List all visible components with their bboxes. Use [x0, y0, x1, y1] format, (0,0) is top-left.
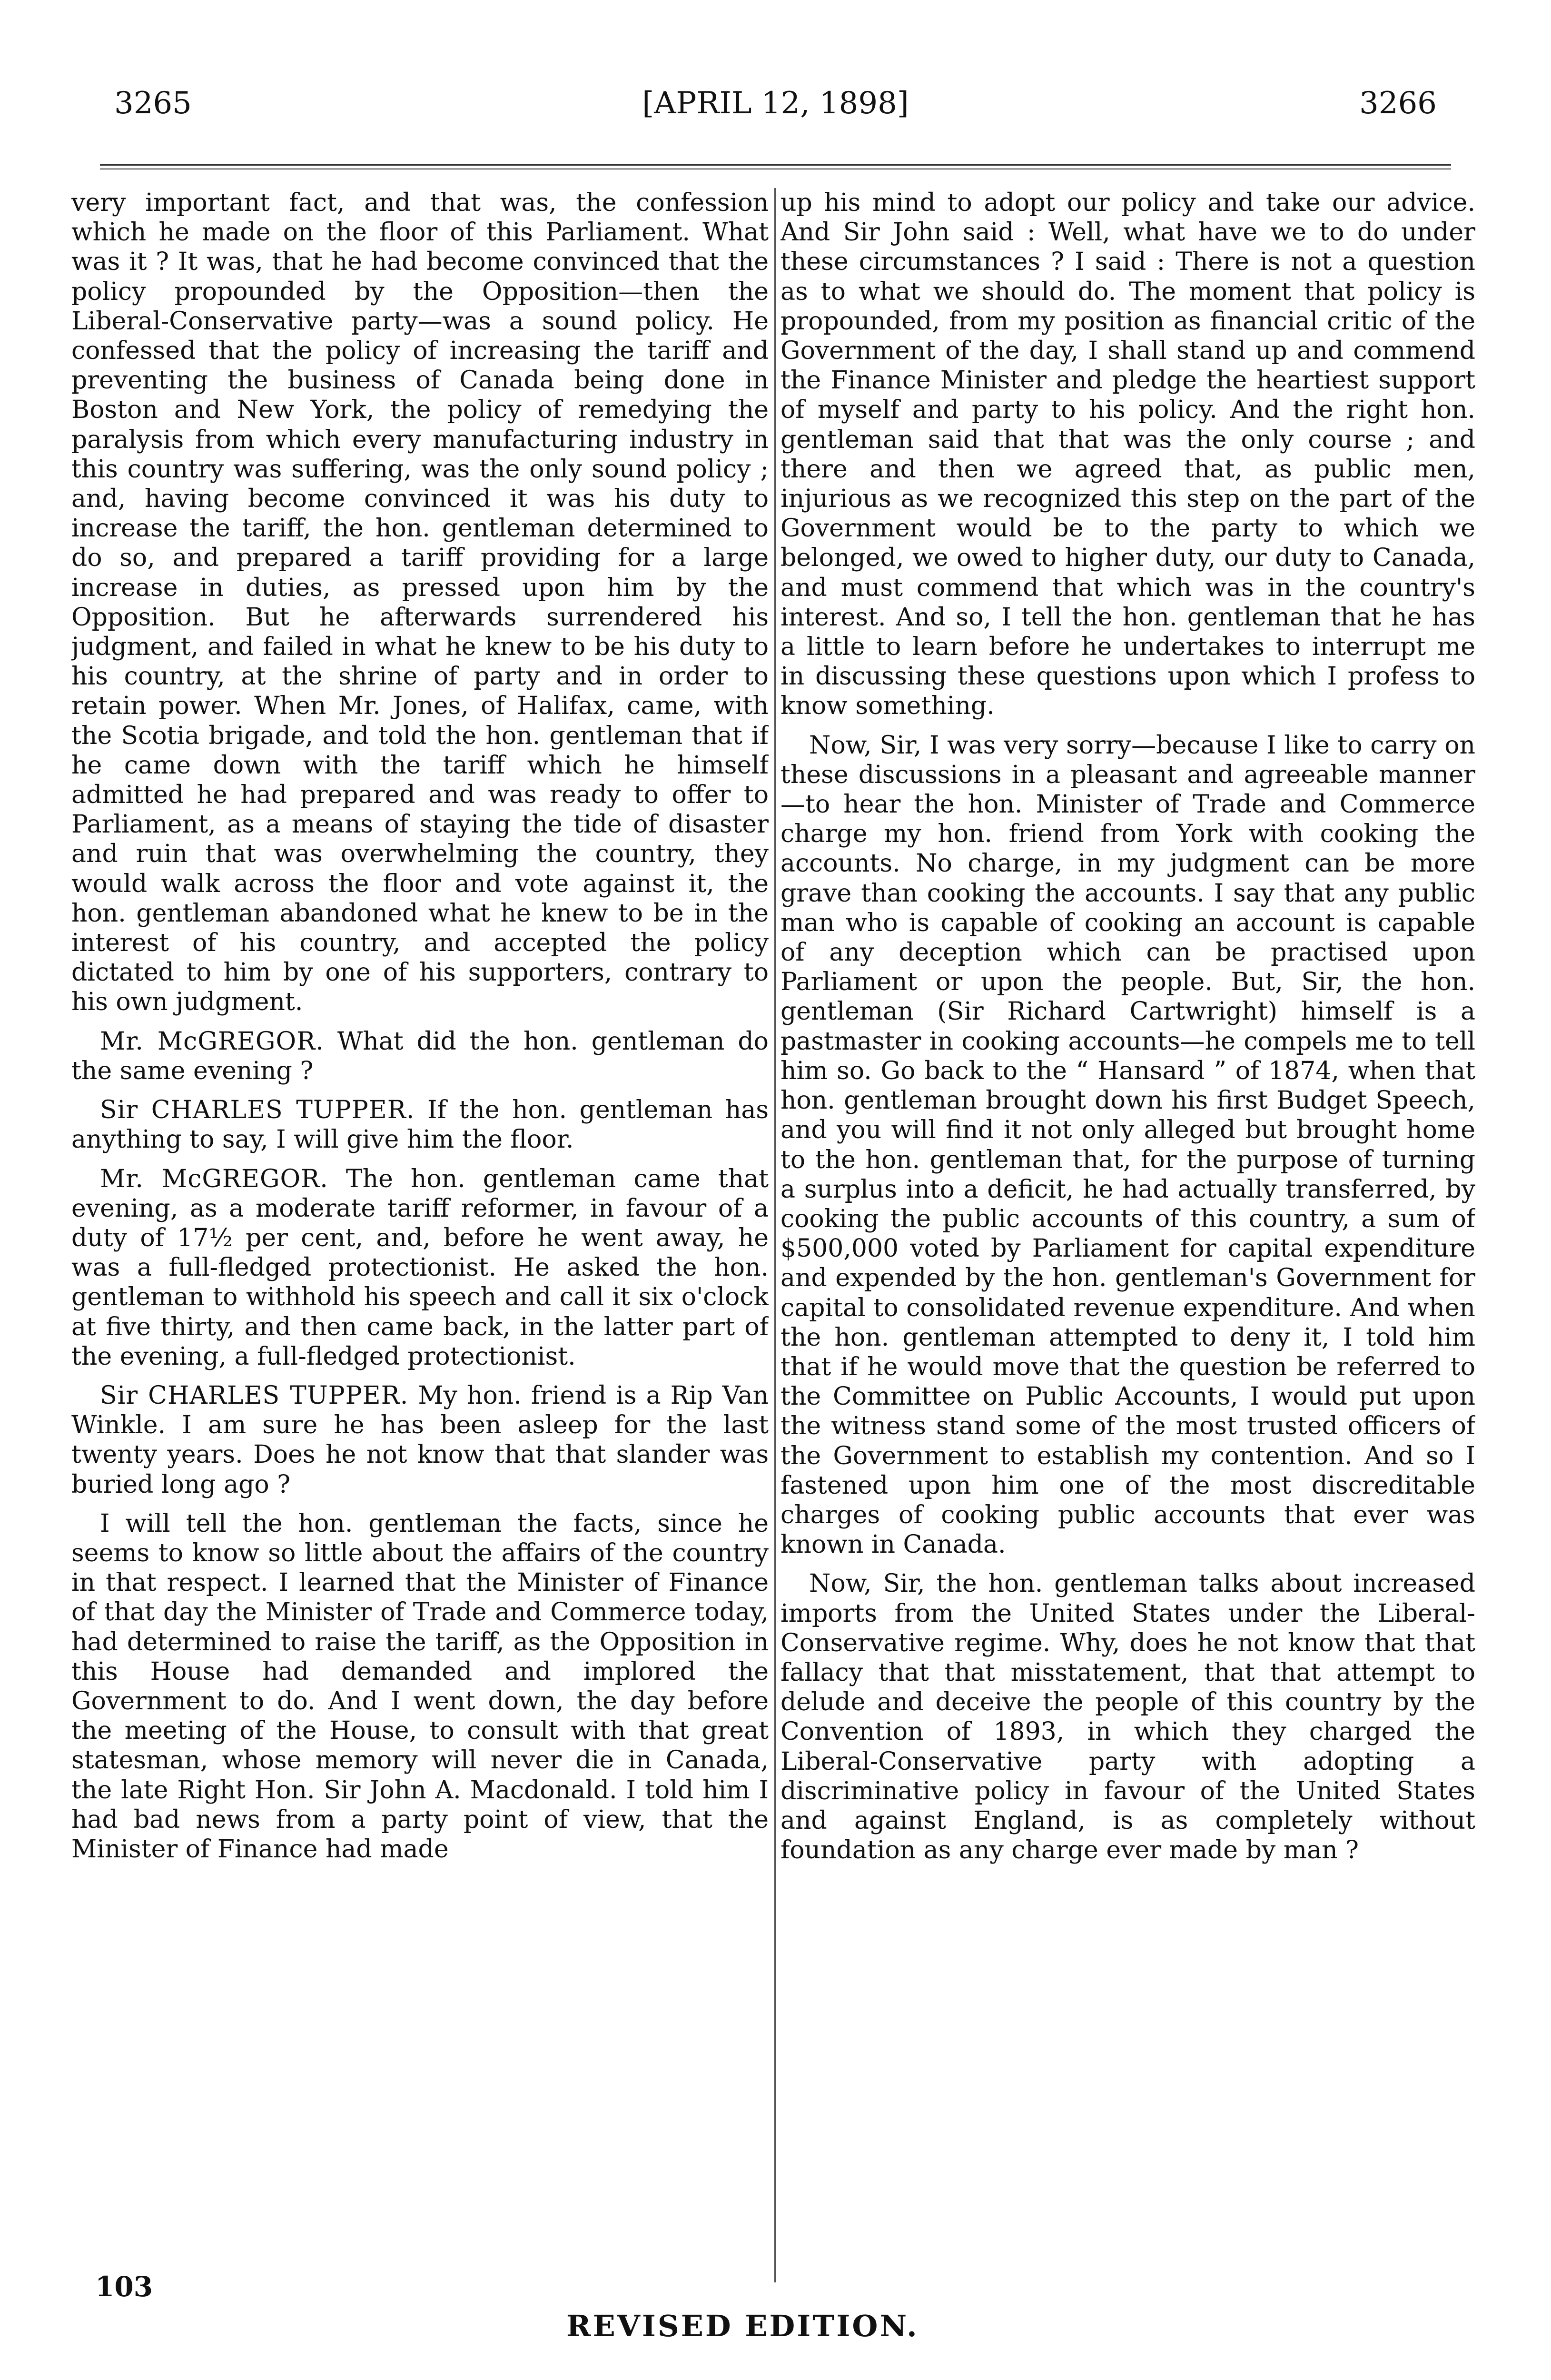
paragraph	[71, 1095, 769, 1154]
column-divider	[774, 188, 776, 2282]
right-column	[780, 188, 1475, 2249]
paragraph	[71, 1381, 769, 1499]
header-rule	[100, 164, 1451, 169]
sheet-number: 103	[95, 2271, 153, 2303]
page-number-right: 3266	[1359, 86, 1437, 121]
paragraph: I will tell the hon. gentleman the facts, since he seems to know so little about the affairs of the country in that respect. I learned that the Minister of Finance of that day the Minister of Trade and Commerce today, had determined to raise the tariff, as the Opposition in this House had demanded and implored the Government to do. And I went down, the day before the meeting of the House, to consult with that great statesman, whose memory will never die in Canada, the late Right Hon. Sir John A. Macdonald. I told him I had bad news from a party point of view, that the Minister of Finance had made	[71, 1509, 769, 1864]
paragraph	[71, 1164, 769, 1371]
paragraph	[71, 1027, 769, 1086]
speech-text: The hon. gentleman came that evening, as a moderate tariff reformer, in favour of a duty of 17½ per cent, and, before he went away, he was a full-fledged protectionist. He asked the hon. gentleman to withhold his speech and call it six o'clock at five thirty, and then came back, in the latter part of the evening, a full-fledged protectionist.	[71, 1164, 769, 1371]
page-date: [APRIL 12, 1898]	[642, 86, 909, 121]
speech-text: If the hon. gentleman has anything to say, I will give him the floor.	[71, 1096, 769, 1154]
edition-label: REVISED EDITION.	[566, 2309, 919, 2343]
speaker-name: Mr. McGREGOR.	[100, 1164, 328, 1193]
paragraph: up his mind to adopt our policy and take our advice. And Sir John said : Well, what have we to do under these circumstances ? I said : There is not a question as to what we should do. The moment that policy is propounded, from my position as financial critic of the Government of the day, I shall stand up and commend the Finance Minister and pledge the heartiest support of myself and party to his policy. And the right hon. gentleman said that that was the only course ; and there and then we agreed that, as public men, injurious as we recognized this step on the part of the Government would be to the party to which we belonged, we owed to higher duty, our duty to Canada, and must commend that which was in the country's interest. And so, I tell the hon. gentleman that he has a little to learn before he undertakes to interrupt me in discussing these questions upon which I profess to know something.	[780, 188, 1475, 721]
page-header	[114, 86, 1437, 138]
paragraph: Now, Sir, the hon. gentleman talks about increased imports from the United States under the Liberal-Conservative regime. Why, does he not know that that fallacy that that misstatement, that that attempt to delude and deceive the people of this country by the Convention of 1893, in which they charged the Liberal-Conservative party with adopting a discriminative policy in favour of the United States and against England, is as completely without foundation as any charge ever made by man ?	[780, 1569, 1475, 1865]
speech-text: My hon. friend is a Rip Van Winkle. I am sure he has been asleep for the last twenty years. Does he not know that that slander was buried long ago ?	[71, 1381, 769, 1499]
page-number-left: 3265	[114, 86, 192, 121]
paragraph: very important fact, and that was, the confession which he made on the floor of this Parliament. What was it ? It was, that he had become convinced that the policy propounded by the Opposition—then the Liberal-Conservative party—was a sound policy. He confessed that the policy of increasing the tariff and preventing the business of Canada being done in Boston and New York, the policy of remedying the paralysis from which every manufacturing industry in this country was suffering, was the only sound policy ; and, having become convinced it was his duty to increase the tariff, the hon. gentleman determined to do so, and prepared a tariff providing for a large increase in duties, as pressed upon him by the Opposition. But he afterwards surrendered his judgment, and failed in what he knew to be his duty to his country, at the shrine of party and in order to retain power. When Mr. Jones, of Halifax, came, with the Scotia brigade, and told the hon. gentleman that if he came down with the tariff which he himself admitted he had prepared and was ready to offer to Parliament, as a means of staying the tide of disaster and ruin that was overwhelming the country, they would walk across the floor and vote against it, the hon. gentleman abandoned what he knew to be in the interest of his country, and accepted the policy dictated to him by one of his supporters, contrary to his own judgment.	[71, 188, 769, 1017]
left-column	[71, 188, 769, 2249]
speaker-name: Sir CHARLES TUPPER.	[100, 1096, 415, 1125]
speaker-name: Mr. McGREGOR.	[100, 1027, 324, 1056]
speech-text: What did the hon. gentleman do the same evening ?	[71, 1027, 769, 1085]
paragraph: Now, Sir, I was very sorry—because I like to carry on these discussions in a pleasant and agreeable manner—to hear the hon. Minister of Trade and Commerce charge my hon. friend from York with cooking the accounts. No charge, in my judgment can be more grave than cooking the accounts. I say that any public man who is capable of cooking an account is capable of any deception which can be practised upon Parliament or upon the people. But, Sir, the hon. gentleman (Sir Richard Cartwright) himself is a pastmaster in cooking accounts—he compels me to tell him so. Go back to the “ Hansard ” of 1874, when that hon. gentleman brought down his first Budget Speech, and you will find it not only alleged but brought home to the hon. gentleman that, for the purpose of turning a surplus into a deficit, he had actually transferred, by cooking the public accounts of this country, a sum of $500,000 voted by Parliament for capital expenditure and expended by the hon. gentleman's Government for capital to consolidated revenue expenditure. And when the hon. gentleman attempted to deny it, I told him that if he would move that the question be referred to the Committee on Public Accounts, I would put upon the witness stand some of the most trusted officers of the Government to establish my contention. And so I fastened upon him one of the most discreditable charges of cooking public accounts that ever was known in Canada.	[780, 731, 1475, 1559]
speaker-name: Sir CHARLES TUPPER.	[100, 1381, 409, 1410]
